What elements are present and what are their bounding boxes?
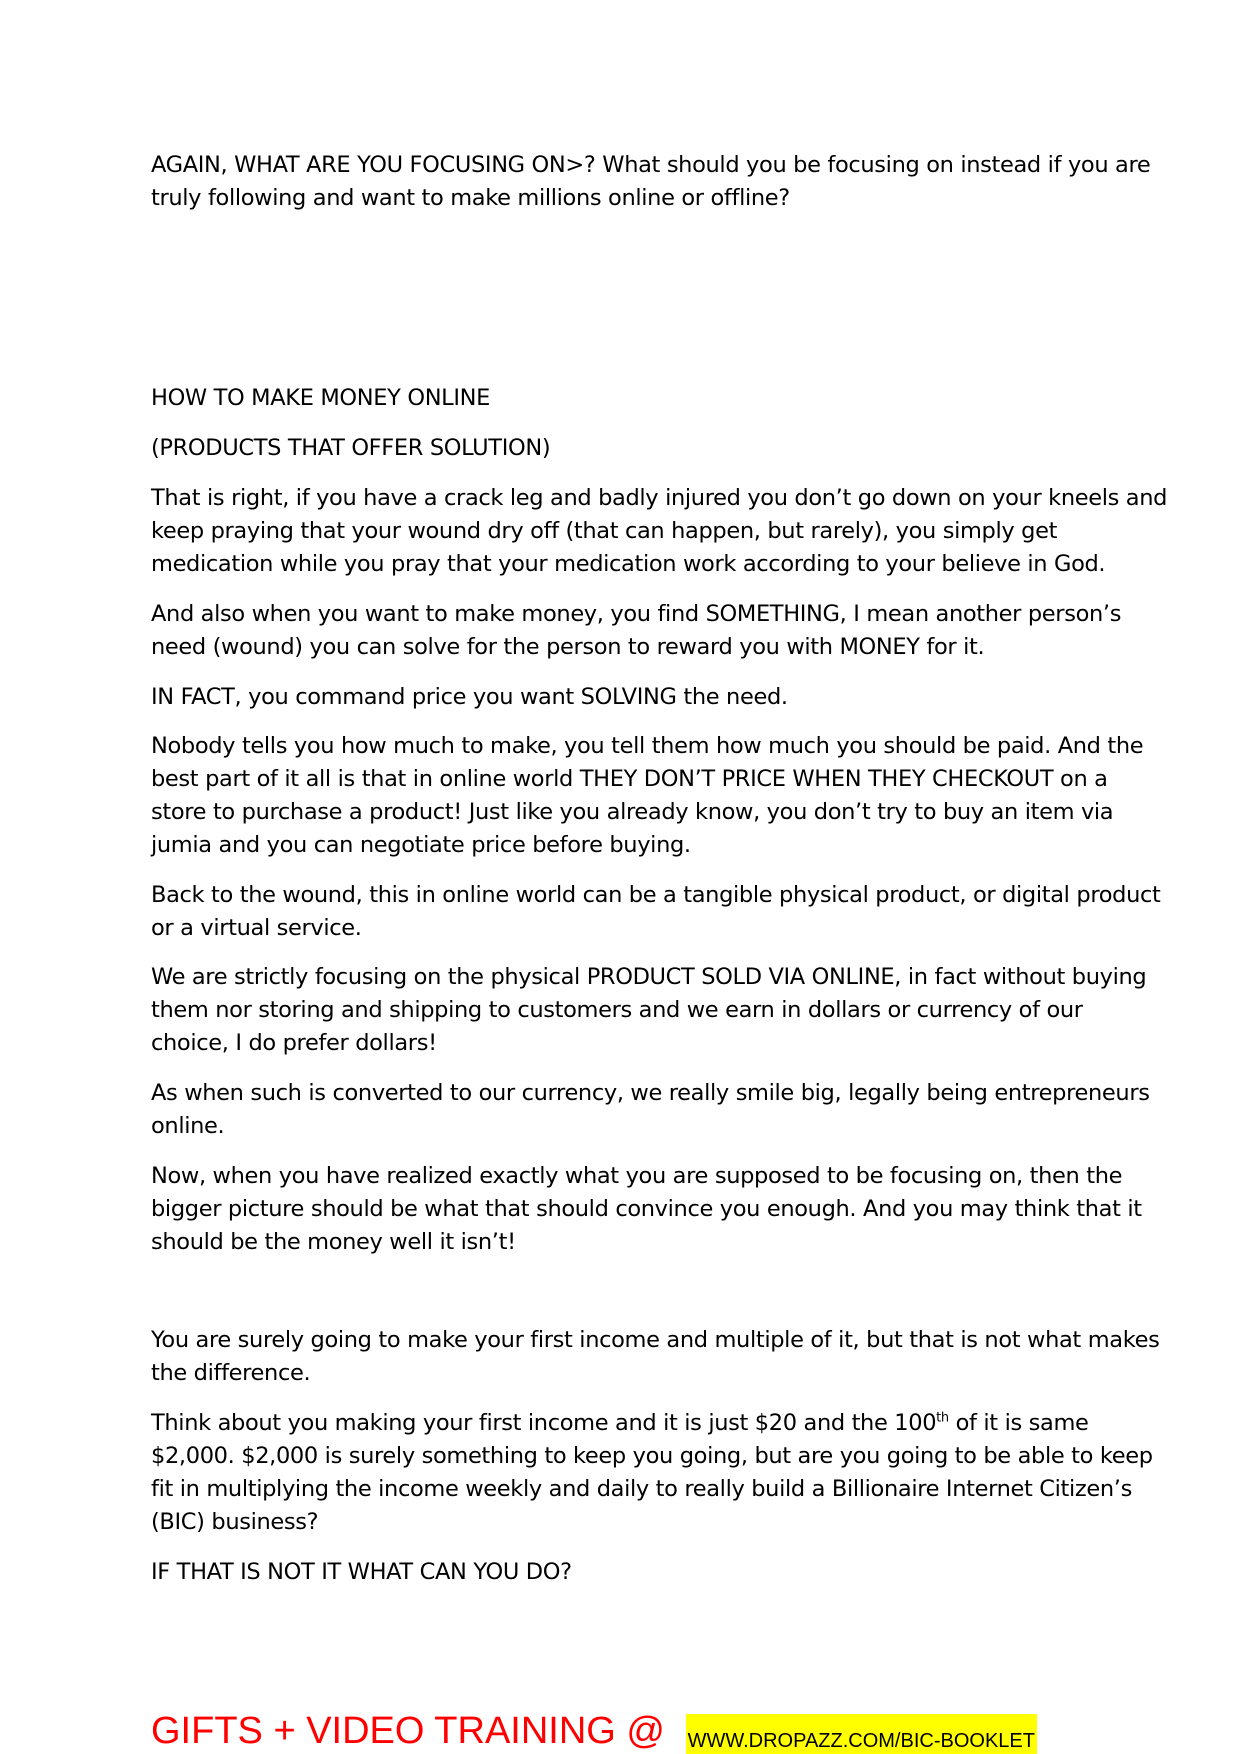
paragraph-currency xyxy=(151,1077,1150,1143)
text-line: And also when you want to make money, you find SOMETHING, I mean another person’s xyxy=(151,601,1122,627)
text-fragment: of it is same xyxy=(948,1410,1089,1436)
text-line: should be the money well it isn’t! xyxy=(151,1229,516,1255)
footer-label: GIFTS + VIDEO TRAINING @ xyxy=(151,1710,676,1752)
text-line: truly following and want to make millions online or offline? xyxy=(151,185,790,211)
superscript: th xyxy=(936,1410,949,1426)
text-line xyxy=(151,1407,1101,1440)
paragraph-find-need xyxy=(151,598,1122,664)
text-line: store to purchase a product! Just like you already know, you don’t try to buy an item via xyxy=(151,799,1114,825)
footer-banner xyxy=(151,1708,1037,1754)
section-heading xyxy=(151,382,1101,415)
text-line: need (wound) you can solve for the person to reward you with MONEY for it. xyxy=(151,634,985,660)
paragraph-bigger-picture xyxy=(151,1160,1142,1259)
text-line: the difference. xyxy=(151,1360,311,1386)
text-line: (BIC) business? xyxy=(151,1509,319,1535)
text-fragment: Think about you making your first income and it is just $20 and the 100 xyxy=(151,1410,937,1436)
text-line: (PRODUCTS THAT OFFER SOLUTION) xyxy=(151,435,551,461)
text-line: IN FACT, you command price you want SOLVING the need. xyxy=(151,684,788,710)
text-line: Nobody tells you how much to make, you tell them how much you should be paid. And the xyxy=(151,733,1144,759)
text-line: online. xyxy=(151,1113,225,1139)
footer-link[interactable]: WWW.DROPAZZ.COM/BIC-BOOKLET xyxy=(686,1714,1037,1754)
paragraph-command-price xyxy=(151,681,1101,714)
text-line: Now, when you have realized exactly what you are supposed to be focusing on, then the xyxy=(151,1163,1123,1189)
text-line: As when such is converted to our currency, we really smile big, legally being entrepreneurs xyxy=(151,1080,1150,1106)
section-subheading xyxy=(151,432,1101,465)
text-line: That is right, if you have a crack leg and badly injured you don’t go down on your kneels and xyxy=(151,485,1168,511)
text-line: best part of it all is that in online world THEY DON’T PRICE WHEN THEY CHECKOUT on a xyxy=(151,766,1108,792)
text-line: medication while you pray that your medication work according to your believe in God. xyxy=(151,551,1106,577)
text-line: HOW TO MAKE MONEY ONLINE xyxy=(151,385,490,411)
text-line: Back to the wound, this in online world can be a tangible physical product, or digital product xyxy=(151,882,1161,908)
paragraph-closing-question xyxy=(151,1556,1101,1589)
text-line: $2,000. $2,000 is surely something to keep you going, but are you going to be able to keep xyxy=(151,1443,1153,1469)
paragraph-wound-analogy xyxy=(151,482,1168,581)
text-line: bigger picture should be what that should convince you enough. And you may think that it xyxy=(151,1196,1142,1222)
paragraph-back-to-wound xyxy=(151,879,1161,945)
text-line: IF THAT IS NOT IT WHAT CAN YOU DO? xyxy=(151,1559,572,1585)
text-line: You are surely going to make your first income and multiple of it, but that is not what makes xyxy=(151,1327,1160,1353)
text-line: them nor storing and shipping to customers and we earn in dollars or currency of our xyxy=(151,997,1083,1023)
paragraph-first-income xyxy=(151,1324,1160,1390)
text-line: choice, I do prefer dollars! xyxy=(151,1030,437,1056)
text-line: or a virtual service. xyxy=(151,915,362,941)
text-line: AGAIN, WHAT ARE YOU FOCUSING ON>? What should you be focusing on instead if you are xyxy=(151,152,1151,178)
text-line: jumia and you can negotiate price before buying. xyxy=(151,832,691,858)
paragraph-think-about xyxy=(151,1407,1153,1539)
text-line: keep praying that your wound dry off (that can happen, but rarely), you simply get xyxy=(151,518,1058,544)
paragraph-physical-product xyxy=(151,961,1147,1060)
text-line: fit in multiplying the income weekly and daily to really build a Billionaire Internet Citizen’s xyxy=(151,1476,1132,1502)
paragraph-nobody-tells xyxy=(151,730,1144,862)
text-line: We are strictly focusing on the physical PRODUCT SOLD VIA ONLINE, in fact without buying xyxy=(151,964,1147,990)
paragraph-focus-question xyxy=(151,149,1151,215)
